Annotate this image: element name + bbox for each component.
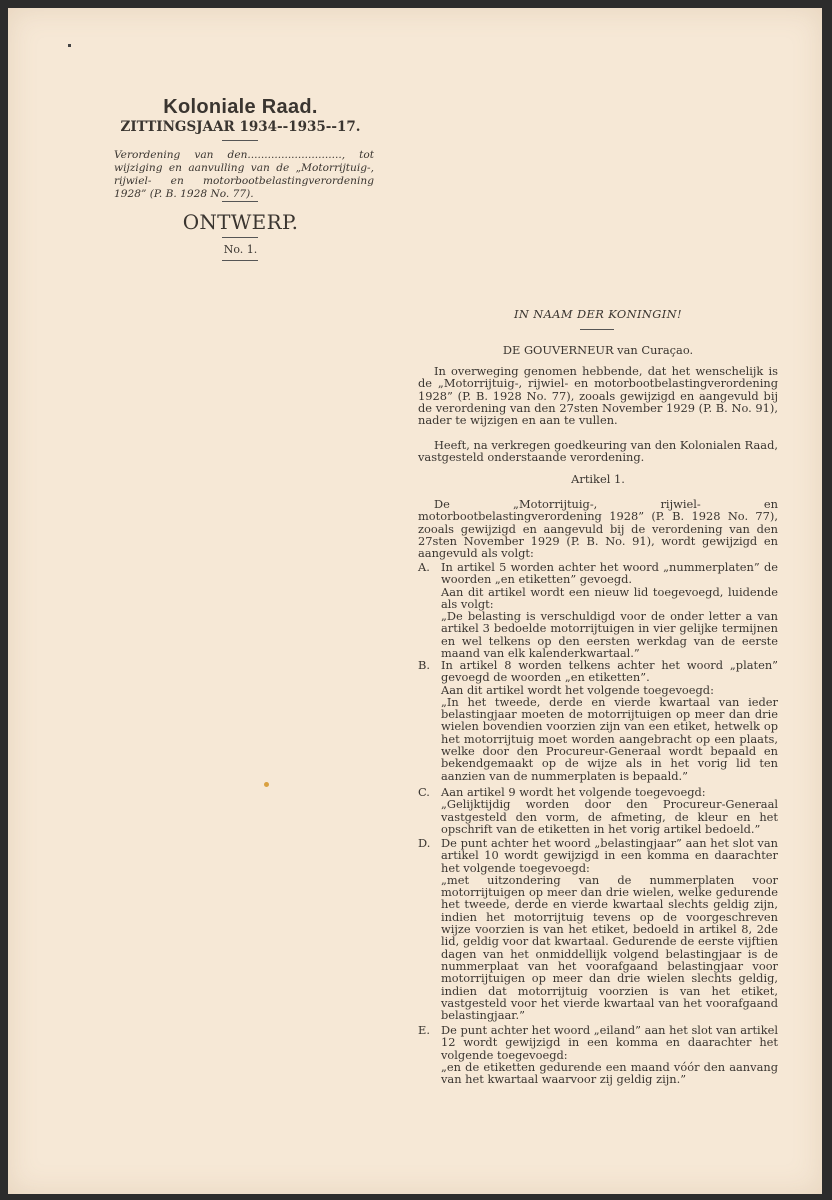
- preamble-paragraph: In overweging genomen hebbende, dat het wenschelijk is de „Motorrijtuig-, rijwiel- en motorbootbelastingverordening 1928” (P. B. 1928 No. 77), zooals gewijzigd en aangevuld bij de verordening van den 27sten November 1929 (P. B. No. 91), nader te wijzigen en aan te vullen.: [418, 364, 778, 428]
- item-letter: D.: [418, 836, 431, 850]
- paper-mark: [68, 44, 71, 47]
- divider: [222, 140, 258, 141]
- document-number: No. 1.: [223, 243, 258, 256]
- issuer: DE GOUVERNEUR van Curaçao.: [502, 343, 694, 357]
- item-text: Aan artikel 9 wordt het volgende toegevoegd: „Gelijktijdig worden door den Procureur-Generaal vastgesteld den vorm, de afmeting, de kleur en het opschrift van de etiketten in het vorig artikel bedoeld.”: [441, 785, 778, 836]
- article-heading: Artikel 1.: [571, 472, 625, 486]
- article-intro: De „Motorrijtuig-, rijwiel- en motorbootbelastingverordening 1928” (P. B. 1928 No. 77), zooals gewijzigd en aangevuld bij de verordening van den 27sten November 1929 (P. B. No. 91), wordt gewijzigd en aangevuld als volgt:: [418, 497, 778, 561]
- item-text: In artikel 8 worden telkens achter het woord „platen” gevoegd de woorden „en etiketten”. Aan dit artikel wordt het volgende toegevoegd: „In het tweede, derde en vierde kwartaal van ieder belastingjaar moeten de motorrijtuigen op meer dan drie wielen bovendien voorzien zijn van een etiket, hetwelk op het motorrijtuig moet worden aangebracht op een plaats, welke door den Procureur-Generaal wordt bepaald en bekendgemaakt op de wijze als in het vorig lid ten aanzien van de nummerplaten is bepaald.”: [441, 658, 778, 783]
- document-page: [8, 8, 822, 1194]
- invocation: IN NAAM DER KONINGIN!: [514, 307, 682, 321]
- draft-label: ONTWERP.: [182, 210, 299, 234]
- item-text: De punt achter het woord „belastingjaar” aan het slot van artikel 10 wordt gewijzigd in een komma en daarachter het volgende toegevoegd: „met uitzondering van de nummerplaten voor motorrijtuigen op meer dan drie wielen, welke gedurende het tweede, derde en vierde kwartaal slechts geldig zijn, indien het motorrijtuig tevens op de voorgeschreven wijze voorzien is van het etiket, bedoeld in artikel 8, 2de lid, geldig voor dat kwartaal. Gedurende de eerste vijftien dagen van het onmiddellijk volgend belastingjaar is de nummerplaat van het voorafgaand belastingjaar voor motorrijtuigen op meer dan drie wielen slechts geldig, indien dat motorrijtuig voorzien is van het etiket, vastgesteld voor het vierde kwartaal van het voorafgaand belastingjaar.”: [441, 836, 778, 1023]
- divider: [580, 329, 614, 330]
- item-letter: C.: [418, 785, 430, 799]
- item-letter: A.: [418, 560, 430, 574]
- item-letter: B.: [418, 658, 430, 672]
- item-letter: E.: [418, 1023, 430, 1037]
- session-year: ZITTINGSJAAR 1934--1935--17.: [120, 119, 361, 135]
- stain-mark: [264, 782, 269, 787]
- item-text: De punt achter het woord „eiland” aan het slot van artikel 12 wordt gewijzigd in een komma en daarachter het volgende toegevoegd: „en de etiketten gedurende een maand vóór den aanvang van het kwartaal waarvoor zij geldig zijn.”: [441, 1023, 778, 1087]
- preamble-paragraph: Heeft, na verkregen goedkeuring van den Kolonialen Raad, vastgesteld onderstaande verordening.: [418, 438, 778, 465]
- item-text: In artikel 5 worden achter het woord „nummerplaten” de woorden „en etiketten” gevoegd. Aan dit artikel wordt een nieuw lid toegevoegd, luidende als volgt: „De belasting is verschuldigd voor de onder letter a van artikel 3 bedoelde motorrijtuigen in vier gelijke termijnen en wel telkens op den eersten werkdag van de eerste maand van elk kalenderkwartaal.”: [441, 560, 778, 661]
- document-title: Koloniale Raad.: [163, 96, 318, 118]
- divider: [222, 260, 258, 261]
- ordinance-summary: Verordening van den............................, tot wijziging en aanvulling van de „Motorrijtuig-, rijwiel- en motorbootbelastingverordening 1928” (P. B. 1928 No. 77).: [114, 149, 374, 200]
- divider: [222, 237, 258, 238]
- divider: [222, 201, 258, 202]
